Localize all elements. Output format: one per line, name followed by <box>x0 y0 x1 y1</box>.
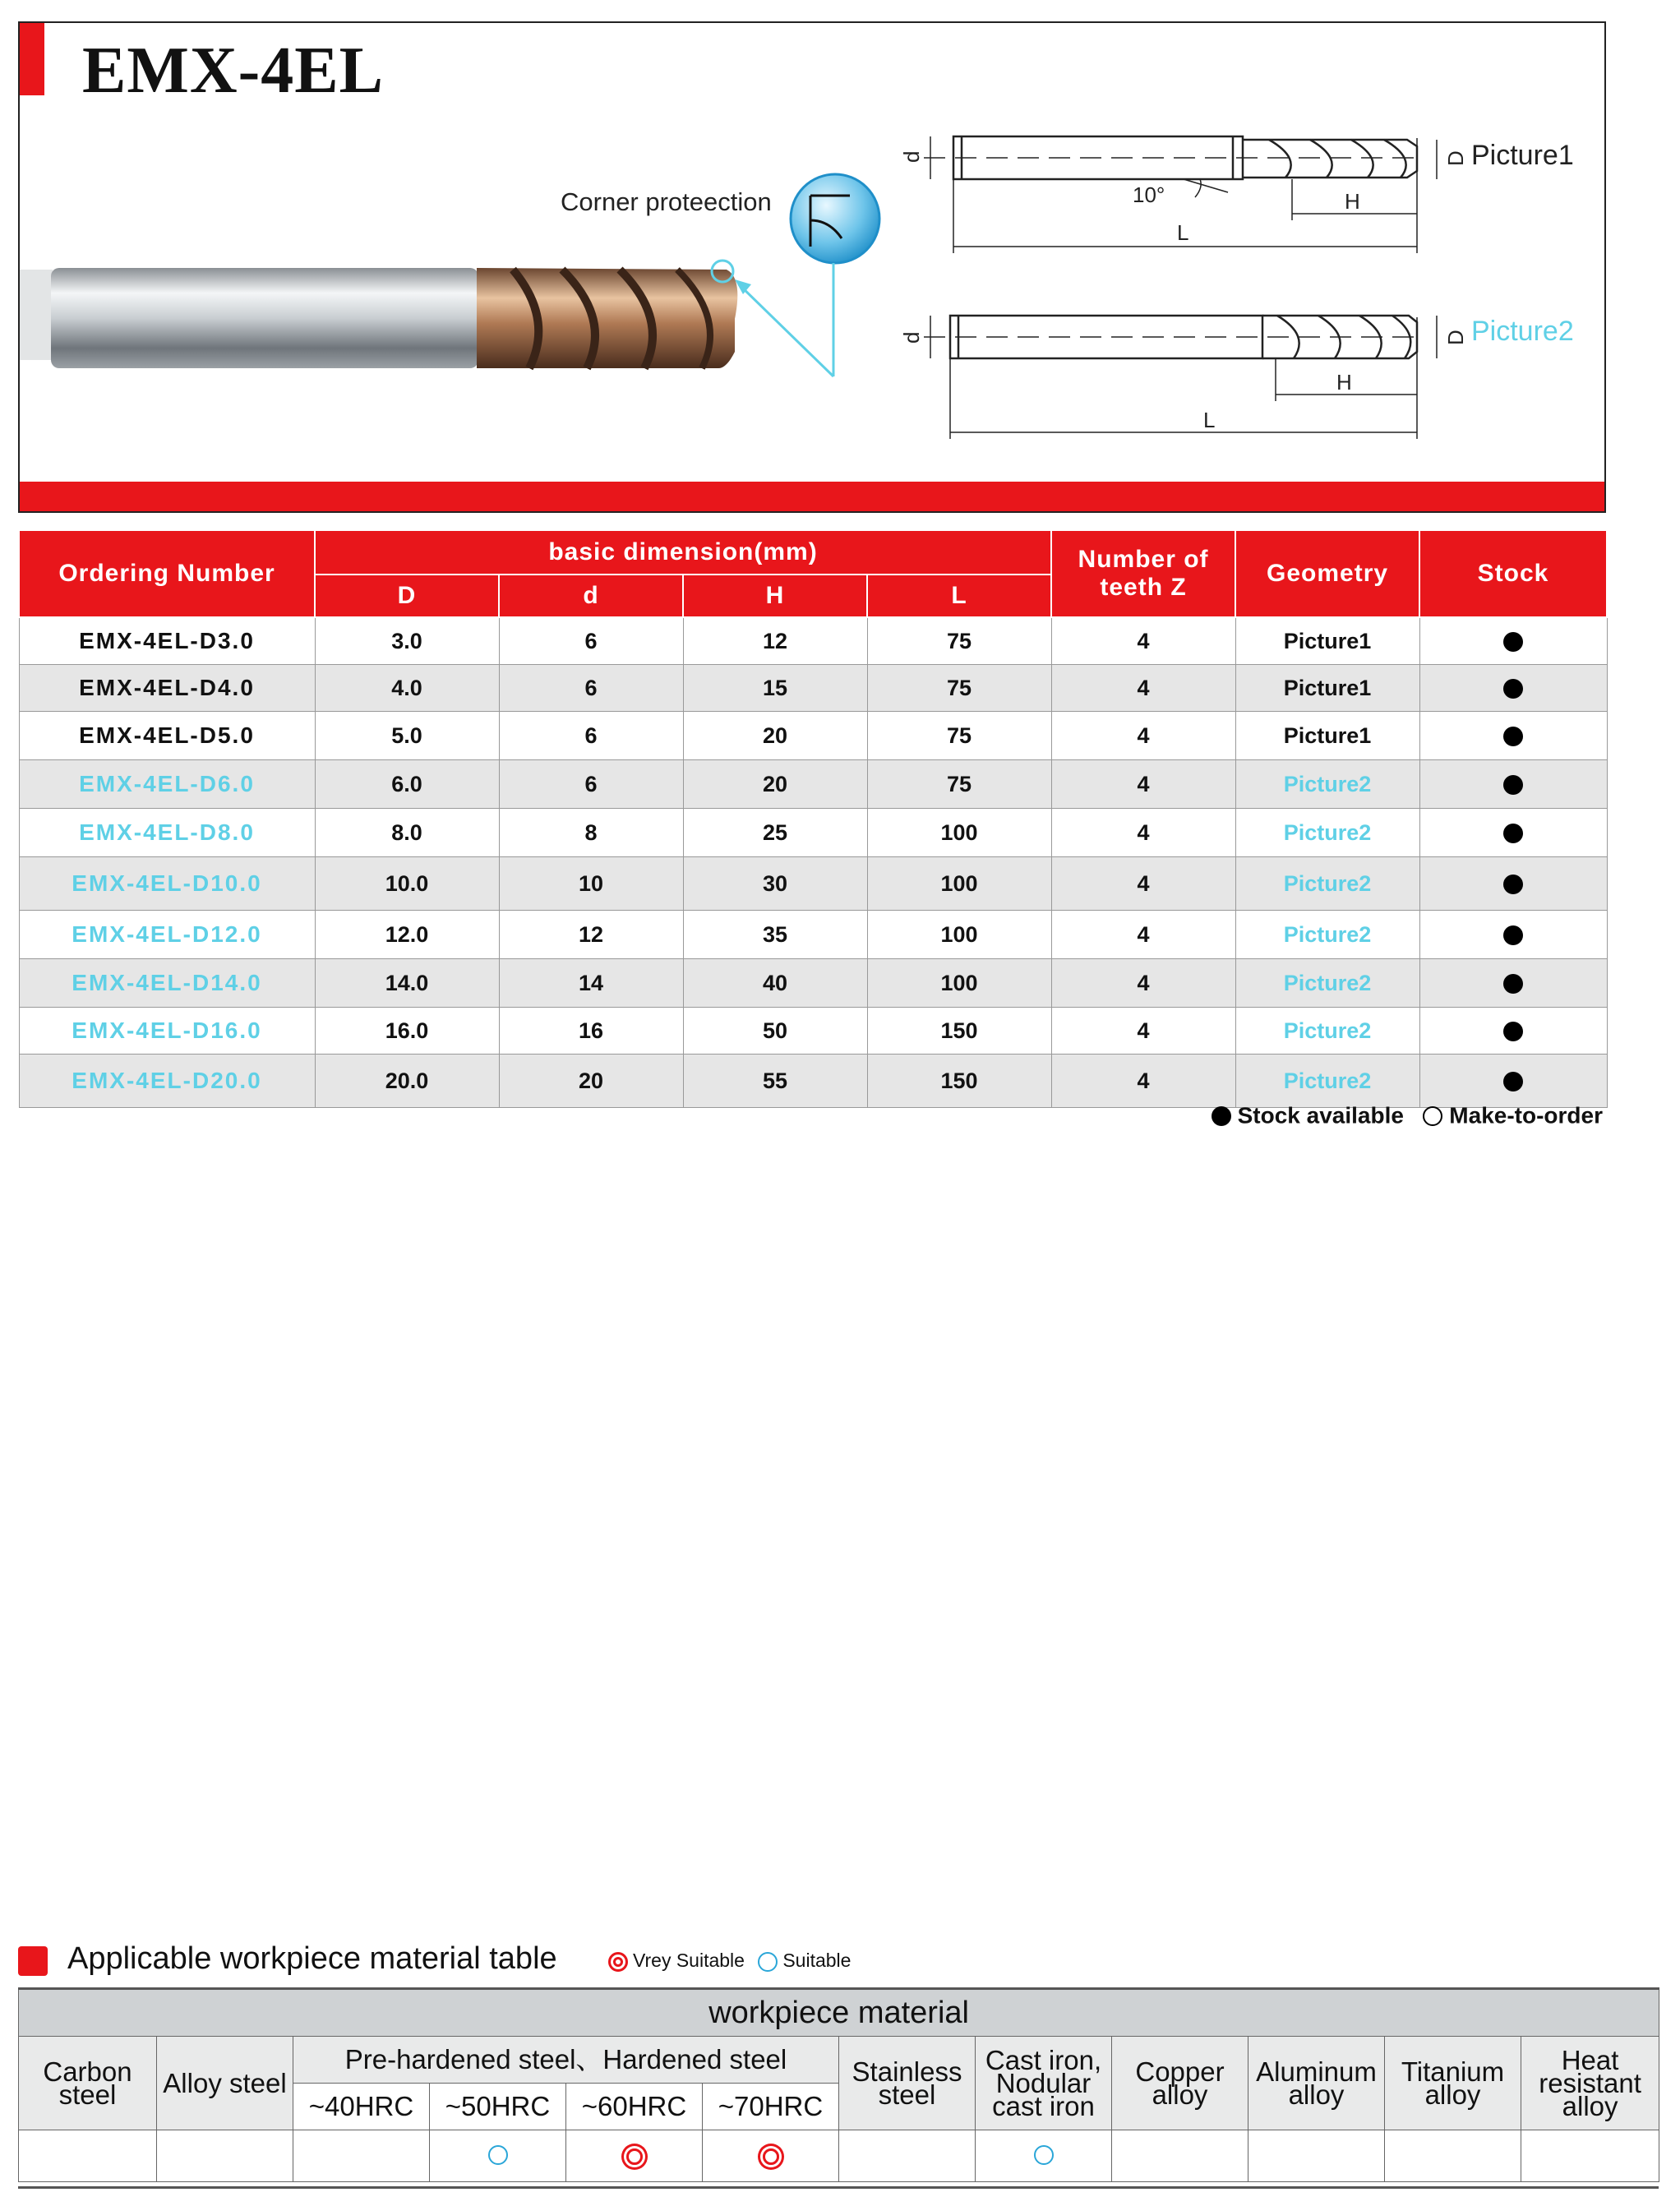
L-cell: 75 <box>867 665 1051 712</box>
spec-row <box>19 760 1607 809</box>
ordering-number-cell: EMX-4EL-D8.0 <box>19 809 315 857</box>
teeth-cell: 4 <box>1051 1055 1235 1108</box>
header-ordering-number: Ordering Number <box>19 530 315 617</box>
d-cell: 16 <box>499 1008 683 1055</box>
stock-available-icon <box>1503 875 1523 894</box>
geometry-cell: Picture1 <box>1235 617 1419 665</box>
material-table-header: workpiece material <box>19 1989 1659 2037</box>
stock-cell <box>1419 809 1607 857</box>
geometry-cell: Picture2 <box>1235 760 1419 809</box>
very-suitable-label: Vrey Suitable <box>633 1950 745 1971</box>
teeth-cell: 4 <box>1051 809 1235 857</box>
picture1-H-label: H <box>1345 189 1360 214</box>
end-mill-photo <box>20 261 737 368</box>
picture1-D-label: D <box>1443 150 1468 166</box>
material-hrc70: ~70HRC <box>703 2084 839 2130</box>
stock-available-icon <box>1503 775 1523 795</box>
picture1-angle-label: 10° <box>1133 182 1165 207</box>
geometry-cell: Picture2 <box>1235 1008 1419 1055</box>
header-geometry: Geometry <box>1235 530 1419 617</box>
material-carbon: Carbon steel <box>19 2037 157 2130</box>
material-hrc40: ~40HRC <box>293 2084 430 2130</box>
stock-available-label: Stock available <box>1237 1102 1404 1128</box>
d-cell: 6 <box>499 760 683 809</box>
H-cell: 30 <box>683 857 867 911</box>
L-cell: 150 <box>867 1055 1051 1108</box>
material-legend <box>608 1950 851 1972</box>
stock-cell <box>1419 911 1607 959</box>
suitable-icon <box>758 1952 778 1972</box>
L-cell: 75 <box>867 617 1051 665</box>
geometry-cell: Picture1 <box>1235 712 1419 760</box>
picture2-D-label: D <box>1443 330 1468 345</box>
ordering-number-cell: EMX-4EL-D3.0 <box>19 617 315 665</box>
picture2-L-label: L <box>1203 408 1216 432</box>
teeth-cell: 4 <box>1051 712 1235 760</box>
L-cell: 150 <box>867 1008 1051 1055</box>
spec-row <box>19 809 1607 857</box>
rating-castiron <box>976 2130 1112 2182</box>
geometry-cell: Picture2 <box>1235 959 1419 1008</box>
teeth-cell: 4 <box>1051 1008 1235 1055</box>
very-suitable-icon <box>763 2148 779 2165</box>
header-stock: Stock <box>1419 530 1607 617</box>
spec-row <box>19 1055 1607 1108</box>
H-cell: 35 <box>683 911 867 959</box>
suitable-label: Suitable <box>782 1950 852 1971</box>
header-D: D <box>315 575 499 617</box>
D-cell: 4.0 <box>315 665 499 712</box>
stock-available-icon <box>1503 974 1523 994</box>
L-cell: 100 <box>867 959 1051 1008</box>
d-cell: 6 <box>499 617 683 665</box>
material-aluminum: Aluminum alloy <box>1248 2037 1385 2130</box>
L-cell: 75 <box>867 712 1051 760</box>
D-cell: 16.0 <box>315 1008 499 1055</box>
geometry-cell: Picture2 <box>1235 911 1419 959</box>
picture2-H-label: H <box>1336 370 1352 395</box>
stock-cell <box>1419 712 1607 760</box>
spec-row <box>19 857 1607 911</box>
stock-available-icon <box>1503 727 1523 746</box>
d-cell: 12 <box>499 911 683 959</box>
material-table <box>18 1987 1659 2182</box>
header-L: L <box>867 575 1051 617</box>
rating-hrc70 <box>703 2130 839 2182</box>
teeth-cell: 4 <box>1051 665 1235 712</box>
spec-row <box>19 712 1607 760</box>
stock-cell <box>1419 857 1607 911</box>
material-stainless: Stainless steel <box>839 2037 976 2130</box>
stock-available-icon <box>1503 1022 1523 1041</box>
ordering-number-cell: EMX-4EL-D10.0 <box>19 857 315 911</box>
d-cell: 8 <box>499 809 683 857</box>
header-d: d <box>499 575 683 617</box>
stock-cell <box>1419 760 1607 809</box>
rating-hrc40 <box>293 2130 430 2182</box>
H-cell: 15 <box>683 665 867 712</box>
teeth-cell: 4 <box>1051 857 1235 911</box>
ordering-number-cell: EMX-4EL-D20.0 <box>19 1055 315 1108</box>
spec-row <box>19 911 1607 959</box>
rating-heat <box>1521 2130 1659 2182</box>
ordering-number-cell: EMX-4EL-D12.0 <box>19 911 315 959</box>
D-cell: 12.0 <box>315 911 499 959</box>
spec-table <box>18 529 1608 1108</box>
material-titanium: Titanium alloy <box>1385 2037 1521 2130</box>
H-cell: 55 <box>683 1055 867 1108</box>
stock-cell <box>1419 1008 1607 1055</box>
rating-carbon <box>19 2130 157 2182</box>
teeth-cell: 4 <box>1051 760 1235 809</box>
spec-row <box>19 959 1607 1008</box>
geometry-cell: Picture2 <box>1235 857 1419 911</box>
stock-cell <box>1419 1055 1607 1108</box>
d-cell: 6 <box>499 665 683 712</box>
product-hero <box>18 21 1606 513</box>
stock-available-icon <box>1212 1106 1231 1126</box>
tool-illustration <box>20 23 1608 515</box>
D-cell: 3.0 <box>315 617 499 665</box>
material-alloy: Alloy steel <box>157 2037 293 2130</box>
material-heat: Heat resistant alloy <box>1521 2037 1659 2130</box>
d-cell: 10 <box>499 857 683 911</box>
D-cell: 10.0 <box>315 857 499 911</box>
header-teeth: Number of teeth Z <box>1051 530 1235 617</box>
ordering-number-cell: EMX-4EL-D6.0 <box>19 760 315 809</box>
teeth-cell: 4 <box>1051 959 1235 1008</box>
rating-copper <box>1112 2130 1248 2182</box>
teeth-cell: 4 <box>1051 911 1235 959</box>
D-cell: 8.0 <box>315 809 499 857</box>
header-H: H <box>683 575 867 617</box>
D-cell: 5.0 <box>315 712 499 760</box>
rating-aluminum <box>1248 2130 1385 2182</box>
D-cell: 20.0 <box>315 1055 499 1108</box>
stock-cell <box>1419 617 1607 665</box>
rating-stainless <box>839 2130 976 2182</box>
stock-cell <box>1419 959 1607 1008</box>
make-to-order-icon <box>1423 1106 1442 1126</box>
picture2-d-label: d <box>899 331 924 344</box>
H-cell: 20 <box>683 760 867 809</box>
section-square-icon <box>18 1946 48 1976</box>
picture2-label: Picture2 <box>1471 316 1574 347</box>
stock-available-icon <box>1503 679 1523 699</box>
picture1-label: Picture1 <box>1471 140 1574 171</box>
material-castiron: Cast iron, Nodular cast iron <box>976 2037 1112 2130</box>
ordering-number-cell: EMX-4EL-D14.0 <box>19 959 315 1008</box>
stock-available-icon <box>1503 1072 1523 1091</box>
geometry-cell: Picture2 <box>1235 1055 1419 1108</box>
stock-legend <box>1212 1101 1603 1129</box>
make-to-order-label: Make-to-order <box>1449 1102 1603 1128</box>
spec-row <box>19 665 1607 712</box>
H-cell: 20 <box>683 712 867 760</box>
rating-alloy <box>157 2130 293 2182</box>
picture2-drawing <box>924 316 1437 439</box>
suitable-icon <box>1034 2145 1054 2165</box>
H-cell: 12 <box>683 617 867 665</box>
hero-bottom-bar <box>20 482 1604 511</box>
bottom-rule <box>18 2186 1659 2189</box>
picture1-d-label: d <box>899 150 924 163</box>
suitable-icon <box>488 2145 508 2165</box>
rating-hrc60 <box>566 2130 703 2182</box>
D-cell: 14.0 <box>315 959 499 1008</box>
spec-row <box>19 1008 1607 1055</box>
ordering-number-cell: EMX-4EL-D4.0 <box>19 665 315 712</box>
very-suitable-icon <box>626 2148 643 2165</box>
stock-available-icon <box>1503 925 1523 945</box>
header-basic-dimension: basic dimension(mm) <box>315 530 1051 575</box>
ordering-number-cell: EMX-4EL-D16.0 <box>19 1008 315 1055</box>
corner-protection-label: Corner proteection <box>561 187 772 216</box>
d-cell: 6 <box>499 712 683 760</box>
stock-cell <box>1419 665 1607 712</box>
geometry-cell: Picture1 <box>1235 665 1419 712</box>
very-suitable-icon <box>608 1952 628 1972</box>
rating-hrc50 <box>430 2130 566 2182</box>
rating-titanium <box>1385 2130 1521 2182</box>
teeth-cell: 4 <box>1051 617 1235 665</box>
geometry-cell: Picture2 <box>1235 809 1419 857</box>
L-cell: 75 <box>867 760 1051 809</box>
ordering-number-cell: EMX-4EL-D5.0 <box>19 712 315 760</box>
d-cell: 14 <box>499 959 683 1008</box>
material-pre-hardened-header: Pre-hardened steel、Hardened steel <box>293 2037 839 2084</box>
spec-row <box>19 617 1607 665</box>
stock-available-icon <box>1503 632 1523 652</box>
material-hrc60: ~60HRC <box>566 2084 703 2130</box>
material-hrc50: ~50HRC <box>430 2084 566 2130</box>
L-cell: 100 <box>867 857 1051 911</box>
H-cell: 40 <box>683 959 867 1008</box>
L-cell: 100 <box>867 911 1051 959</box>
H-cell: 25 <box>683 809 867 857</box>
H-cell: 50 <box>683 1008 867 1055</box>
product-title: EMX-4EL <box>82 35 384 107</box>
d-cell: 20 <box>499 1055 683 1108</box>
L-cell: 100 <box>867 809 1051 857</box>
stock-available-icon <box>1503 824 1523 843</box>
material-copper: Copper alloy <box>1112 2037 1248 2130</box>
D-cell: 6.0 <box>315 760 499 809</box>
picture1-L-label: L <box>1177 220 1189 245</box>
material-section-title: Applicable workpiece material table <box>67 1941 557 1976</box>
